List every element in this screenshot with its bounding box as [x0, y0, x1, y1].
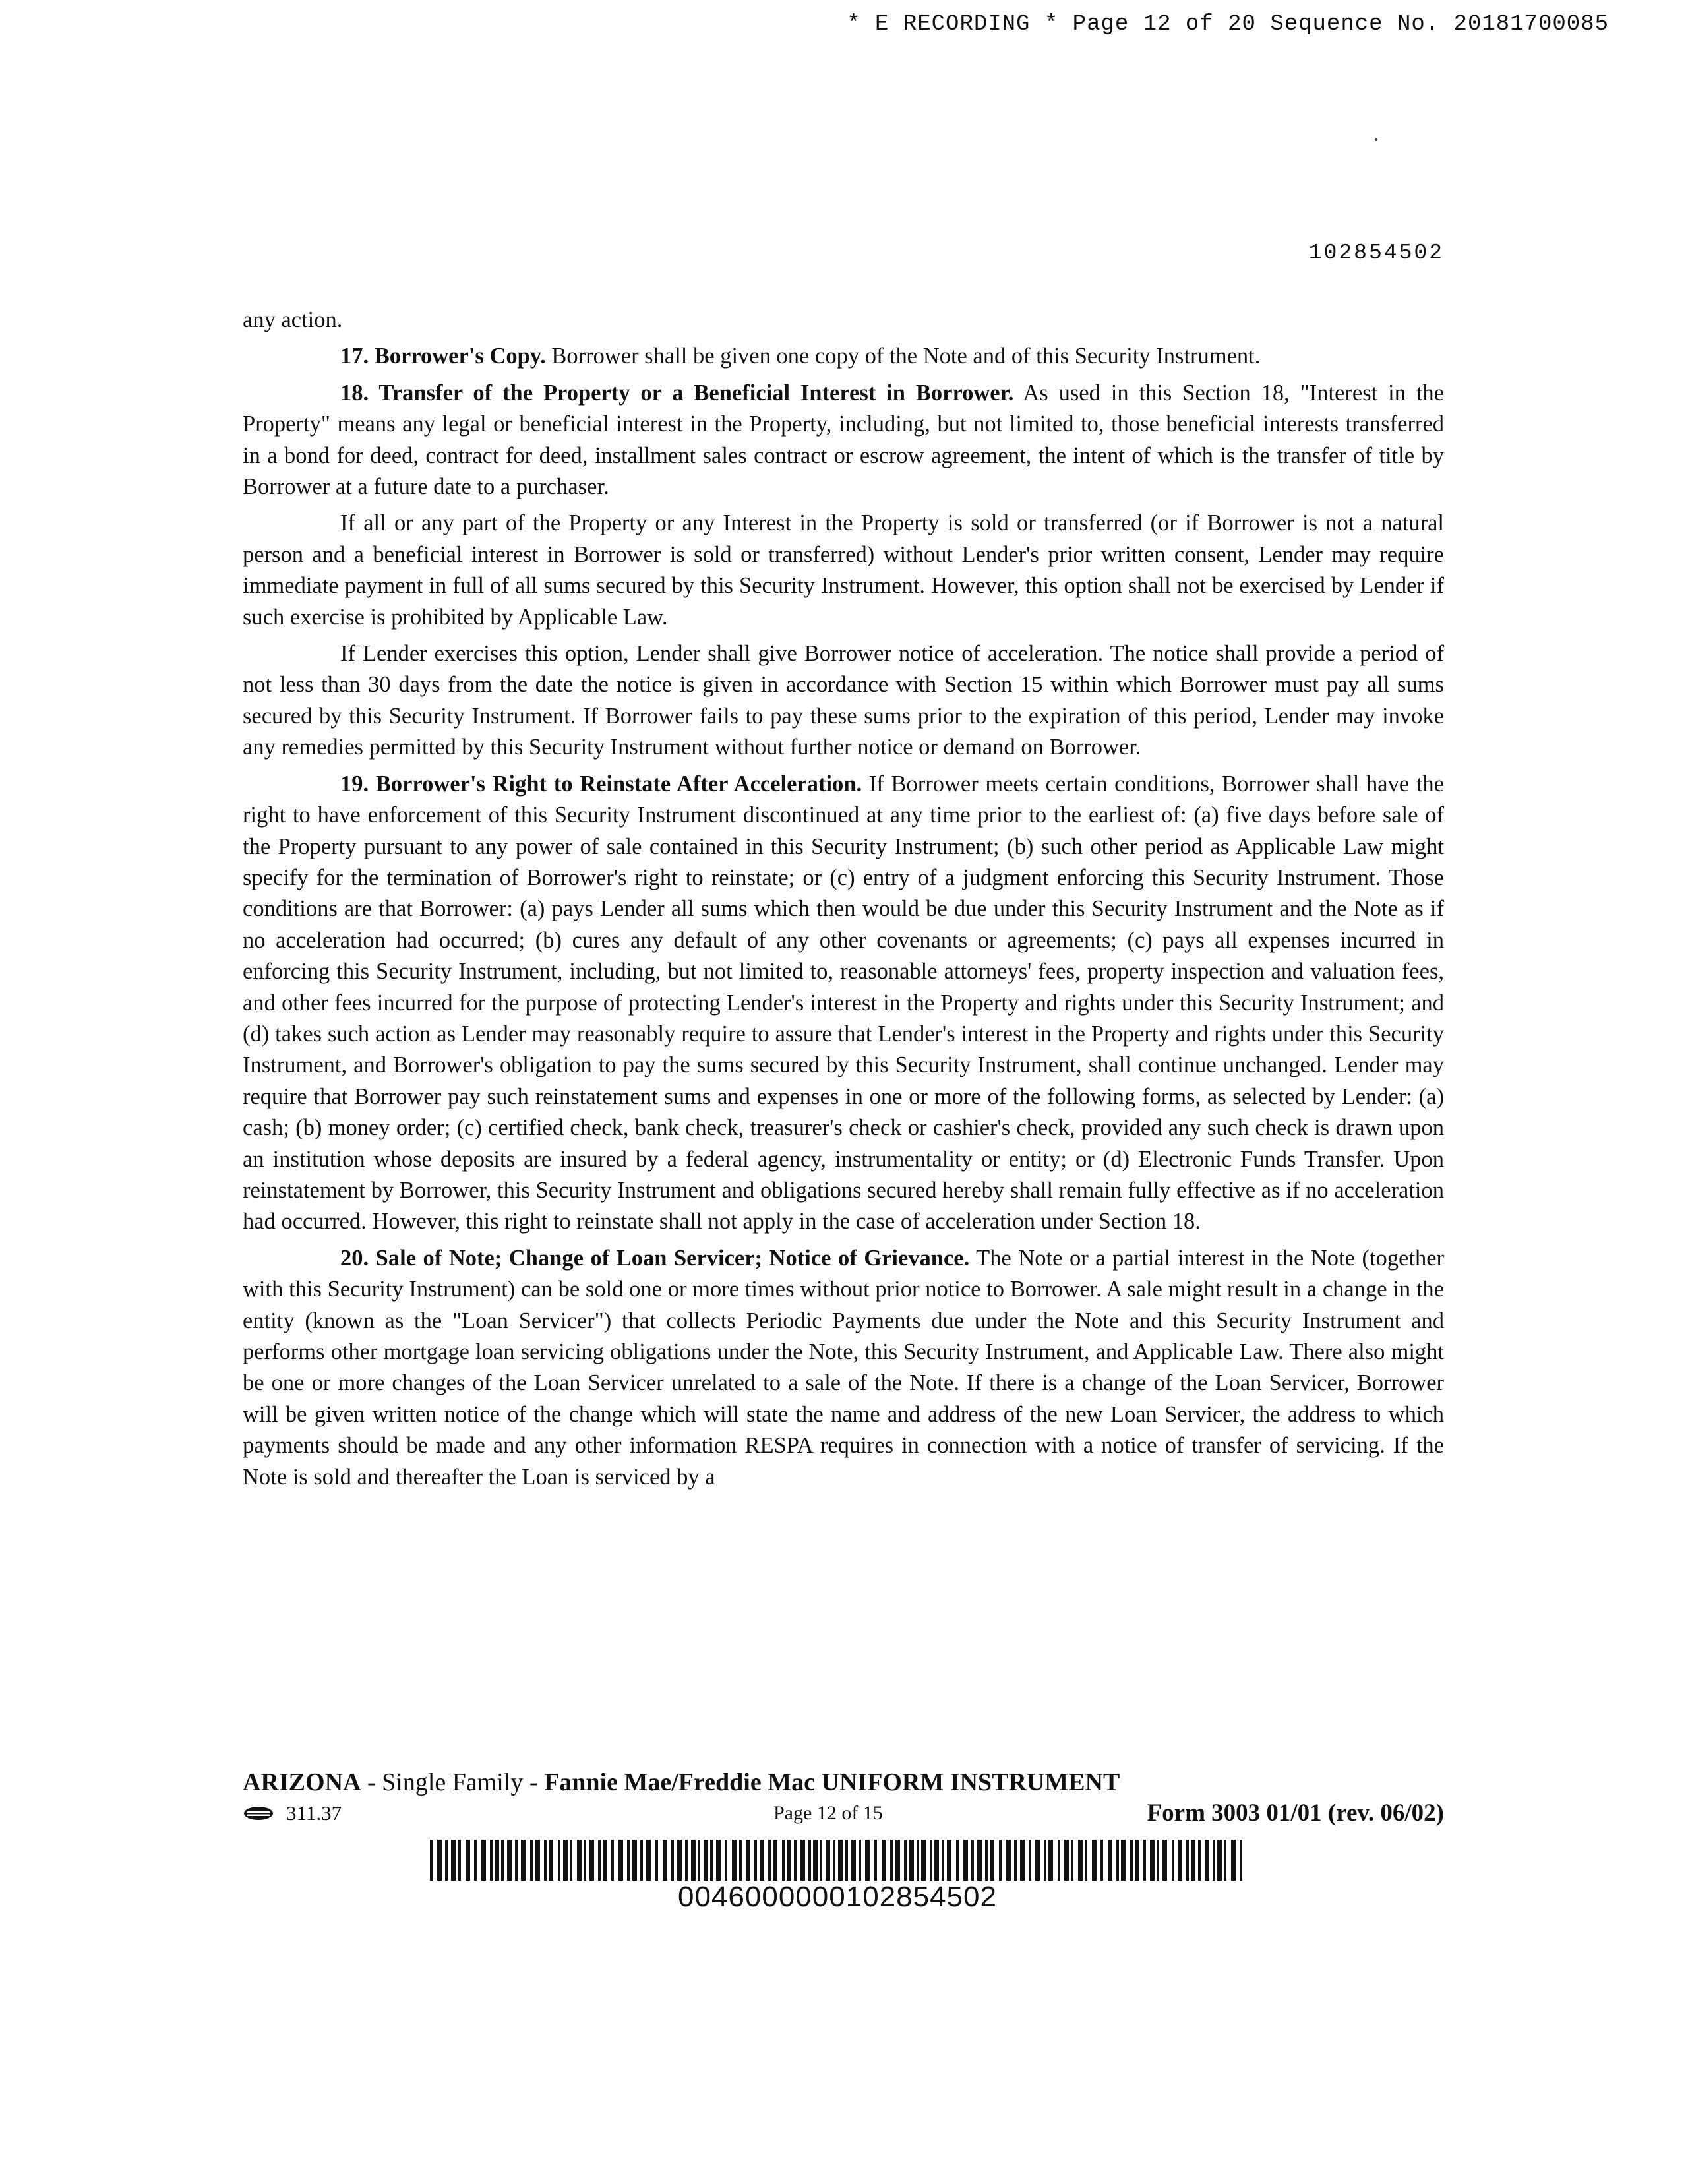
barcode-bar	[820, 1840, 822, 1881]
barcode-bar	[611, 1840, 614, 1881]
barcode-bar	[1085, 1840, 1087, 1881]
barcode-bar	[1191, 1840, 1195, 1881]
form-code: 311.37	[286, 1802, 342, 1825]
barcode-bar	[1224, 1840, 1226, 1881]
barcode-bar	[646, 1840, 651, 1881]
barcode-bar	[999, 1840, 1002, 1881]
barcode-bar	[813, 1840, 818, 1881]
section-text-20: The Note or a partial interest in the Note (together with this Security Instrument) can be sold one or more times without prior notice to Borrower. A sale might result in a change in the entity (known as the "Loan Servicer") that collects Periodic Payments due under the Note and this Security Instrument and performs other mortgage loan servicing obligations under the Note, this Security Instrument, and Applicable Law. There also might be one or more changes of the Loan Servicer unrelated to a sale of the Note. If there is a change of the Loan Servicer, Borrower will be given written notice of the change which will state the name and address of the new Loan Servicer, the address to which payments should be made and any other information RESPA requires in connection with a notice of transfer of servicing. If the Note is sold and thereafter the Loan is serviced by a	[243, 1245, 1444, 1490]
barcode-bar	[794, 1840, 797, 1881]
barcode-bar	[732, 1840, 737, 1881]
barcode-bar	[1116, 1840, 1119, 1881]
barcode-bar	[445, 1840, 448, 1881]
barcode-bar	[495, 1840, 499, 1881]
barcode-bar	[1121, 1840, 1126, 1881]
barcode-bar	[1044, 1840, 1046, 1881]
paragraph-19	[243, 769, 1444, 1238]
barcode-bar	[716, 1840, 721, 1881]
barcode-bar	[930, 1840, 932, 1881]
barcode-bar	[990, 1840, 994, 1881]
barcode-bar	[963, 1840, 968, 1881]
footer-row	[243, 1798, 1444, 1829]
barcode-bar	[1100, 1840, 1103, 1881]
barcode-bar	[618, 1840, 623, 1881]
recording-header: * E RECORDING * Page 12 of 20 Sequence No. 20181700085	[847, 12, 1609, 37]
paragraph-20	[243, 1243, 1444, 1493]
barcode-bar	[663, 1840, 667, 1881]
barcode-bar	[890, 1840, 893, 1881]
barcode-bar	[782, 1840, 785, 1881]
barcode	[430, 1840, 1248, 1881]
barcode-bar	[859, 1840, 861, 1881]
barcode-bar	[570, 1840, 572, 1881]
section-text-18: As used in this Section 18, "Interest in the Property" means any legal or beneficial interest in the Property, including, but not limited to, those beneficial interests transferred in a bond for deed, contract for deed, installment sales contract or escrow agreement, the intent of which is the transfer of title by Borrower at a future date to a purchaser.	[243, 380, 1444, 500]
barcode-bar	[895, 1840, 900, 1881]
footer-state: ARIZONA	[243, 1769, 361, 1796]
paragraph-continuation: any action.	[243, 307, 343, 332]
barcode-bar	[1213, 1840, 1215, 1881]
barcode-bar	[921, 1840, 926, 1881]
form-number: Form 3003 01/01 (rev. 06/02)	[1147, 1800, 1444, 1827]
barcode-bar	[1048, 1840, 1053, 1881]
barcode-bar	[1217, 1840, 1222, 1881]
barcode-bar	[985, 1840, 988, 1881]
barcode-bar	[490, 1840, 493, 1881]
barcode-bar	[1172, 1840, 1174, 1881]
barcode-bar	[549, 1840, 553, 1881]
barcode-bar	[773, 1840, 777, 1881]
barcode-bar	[691, 1840, 696, 1881]
section-heading-18: 18. Transfer of the Property or a Beneficial Interest in Borrower.	[340, 380, 1014, 406]
barcode-number: 0046000000102854502	[678, 1881, 997, 1913]
barcode-bar	[603, 1840, 607, 1881]
barcode-bar	[754, 1840, 757, 1881]
barcode-bar	[458, 1840, 461, 1881]
barcode-bar	[507, 1840, 512, 1881]
barcode-bar	[530, 1840, 533, 1881]
barcode-bar	[909, 1840, 914, 1881]
paragraph-17	[243, 341, 1444, 372]
barcode-bar	[685, 1840, 688, 1881]
footer-title	[243, 1767, 1444, 1798]
barcode-bar	[787, 1840, 791, 1881]
barcode-bar	[677, 1840, 682, 1881]
barcode-bar	[746, 1840, 750, 1881]
barcode-bar	[1058, 1840, 1060, 1881]
form-code-group	[243, 1798, 342, 1829]
document-number: 102854502	[1308, 241, 1444, 265]
barcode-bar	[942, 1840, 944, 1881]
barcode-bar	[501, 1840, 504, 1881]
barcode-bar	[874, 1840, 877, 1881]
barcode-bar	[1178, 1840, 1182, 1881]
barcode-bar	[947, 1840, 951, 1881]
barcode-bar	[544, 1840, 547, 1881]
footer-instrument: Fannie Mae/Freddie Mac UNIFORM INSTRUMENT	[544, 1769, 1120, 1796]
scan-artifact-dot	[1375, 138, 1377, 141]
barcode-bar	[808, 1840, 811, 1881]
fannie-mae-logo-icon	[243, 1805, 274, 1821]
barcode-bar	[1162, 1840, 1167, 1881]
barcode-bar	[1231, 1840, 1236, 1881]
barcode-bar	[481, 1840, 486, 1881]
form-footer	[243, 1767, 1444, 1829]
barcode-bar	[430, 1840, 433, 1881]
barcode-bar	[655, 1840, 658, 1881]
barcode-bar	[768, 1840, 771, 1881]
barcode-bar	[535, 1840, 540, 1881]
barcode-bar	[437, 1840, 442, 1881]
barcode-bar	[1064, 1840, 1069, 1881]
barcode-bar	[1186, 1840, 1189, 1881]
barcode-bar	[971, 1840, 974, 1881]
page-label: Page 12 of 15	[773, 1802, 883, 1824]
barcode-bar	[698, 1840, 700, 1881]
section-heading-17: 17. Borrower's Copy.	[340, 344, 546, 369]
barcode-bar	[1130, 1840, 1133, 1881]
section-heading-20: 20. Sale of Note; Change of Loan Servicer; Notice of Grievance.	[340, 1245, 970, 1271]
barcode-bar	[760, 1840, 764, 1881]
barcode-bar	[1071, 1840, 1073, 1881]
barcode-bar	[800, 1840, 805, 1881]
barcode-bar	[865, 1840, 870, 1881]
barcode-bar	[584, 1840, 586, 1881]
barcode-bar	[833, 1840, 835, 1881]
barcode-bar	[1014, 1840, 1017, 1881]
barcode-bar	[977, 1840, 982, 1881]
barcode-bar	[1143, 1840, 1146, 1881]
barcode-bar	[917, 1840, 919, 1881]
section-text-17: Borrower shall be given one copy of the Note and of this Security Instrument.	[545, 344, 1261, 369]
barcode-bar	[934, 1840, 939, 1881]
barcode-bar	[725, 1840, 727, 1881]
barcode-bar	[1092, 1840, 1097, 1881]
paragraph-18-transfer: If all or any part of the Property or any Interest in the Property is sold or transferred (or if Borrower is not a natural person and a beneficial interest in Borrower is sold or transferred) without Lender's prior written consent, Lender may require immediate payment in full of all sums secured by this Security Instrument. However, this option shall not be exercised by Lender if such exercise is prohibited by Applicable Law.	[243, 510, 1444, 630]
barcode-bar	[1157, 1840, 1159, 1881]
barcode-bar	[1240, 1840, 1242, 1881]
barcode-bar	[632, 1840, 637, 1881]
barcode-bar	[589, 1840, 594, 1881]
barcode-bar	[882, 1840, 886, 1881]
barcode-bar	[826, 1840, 830, 1881]
paragraph-18-acceleration: If Lender exercises this option, Lender shall give Borrower notice of acceleration. The notice shall provide a period of not less than 30 days from the date the notice is given in accordance with Section 15 within which Borrower must pay all sums secured by this Security Instrument. If Borrower fails to pay these sums prior to the expiration of this period, Lender may invoke any remedies permitted by this Security Instrument without further notice or demand on Borrower.	[243, 641, 1444, 760]
barcode-bar	[1006, 1840, 1011, 1881]
barcode-bar	[739, 1840, 742, 1881]
barcode-bar	[627, 1840, 630, 1881]
barcode-bar	[904, 1840, 907, 1881]
barcode-bar	[563, 1840, 568, 1881]
barcode-bar	[1078, 1840, 1083, 1881]
barcode-bar	[1150, 1840, 1155, 1881]
footer-separator: - Single Family -	[361, 1769, 545, 1796]
barcode-bar	[1020, 1840, 1025, 1881]
barcode-bar	[671, 1840, 674, 1881]
barcode-bar	[598, 1840, 601, 1881]
barcode-bar	[1205, 1840, 1209, 1881]
barcode-bar	[1029, 1840, 1031, 1881]
barcode-bar	[1198, 1840, 1201, 1881]
barcode-bar	[956, 1840, 959, 1881]
barcode-bar	[577, 1840, 582, 1881]
document-body	[243, 305, 1444, 1498]
barcode-bar	[558, 1840, 560, 1881]
barcode-bar	[710, 1840, 713, 1881]
barcode-bar	[838, 1840, 843, 1881]
barcode-bar	[640, 1840, 643, 1881]
section-text-19: If Borrower meets certain conditions, Borrower shall have the right to have enforcement of this Security Instrument discontinued at any time prior to the earliest of: (a) five days before sale of the Property pursuant to any power of sale contained in this Security Instrument; (b) such other period as Applicable Law might specify for the termination of Borrower's right to reinstate; or (c) entry of a judgment enforcing this Security Instrument. Those conditions are that Borrower: (a) pays Lender all sums which then would be due under this Security Instrument and the Note as if no acceleration had occurred; (b) cures any default of any other covenants or agreements; (c) pays all expenses incurred in enforcing this Security Instrument, including, but not limited to, reasonable attorneys' fees, property inspection and valuation fees, and other fees incurred for the purpose of protecting Lender's interest in the Property and rights under this Security Instrument; and (d) takes such action as Lender may reasonably require to assure that Lender's interest in the Property and rights under this Security Instrument, and Borrower's obligation to pay the sums secured by this Security Instrument, shall continue unchanged. Lender may require that Borrower pay such reinstatement sums and expenses in one or more of the following forms, as selected by Lender: (a) cash; (b) money order; (c) certified check, bank check, treasurer's check or cashier's check, provided any such check is drawn upon an institution whose deposits are insured by a federal agency, instrumentality or entity; or (d) Electronic Funds Transfer. Upon reinstatement by Borrower, this Security Instrument and obligations secured hereby shall remain fully effective as if no acceleration had occurred. However, this right to reinstate shall not apply in the case of acceleration under Section 18.	[243, 771, 1444, 1234]
barcode-bar	[474, 1840, 477, 1881]
barcode-bar	[704, 1840, 708, 1881]
barcode-bar	[521, 1840, 526, 1881]
barcode-bar	[851, 1840, 856, 1881]
barcode-bars	[430, 1840, 1248, 1881]
barcode-bar	[1135, 1840, 1139, 1881]
barcode-bar	[1035, 1840, 1040, 1881]
paragraph-18	[243, 378, 1444, 503]
barcode-bar	[1108, 1840, 1112, 1881]
barcode-bar	[845, 1840, 848, 1881]
barcode-bar	[466, 1840, 470, 1881]
barcode-bar	[515, 1840, 518, 1881]
section-heading-19: 19. Borrower's Right to Reinstate After Acceleration.	[340, 771, 862, 797]
barcode-bar	[451, 1840, 456, 1881]
